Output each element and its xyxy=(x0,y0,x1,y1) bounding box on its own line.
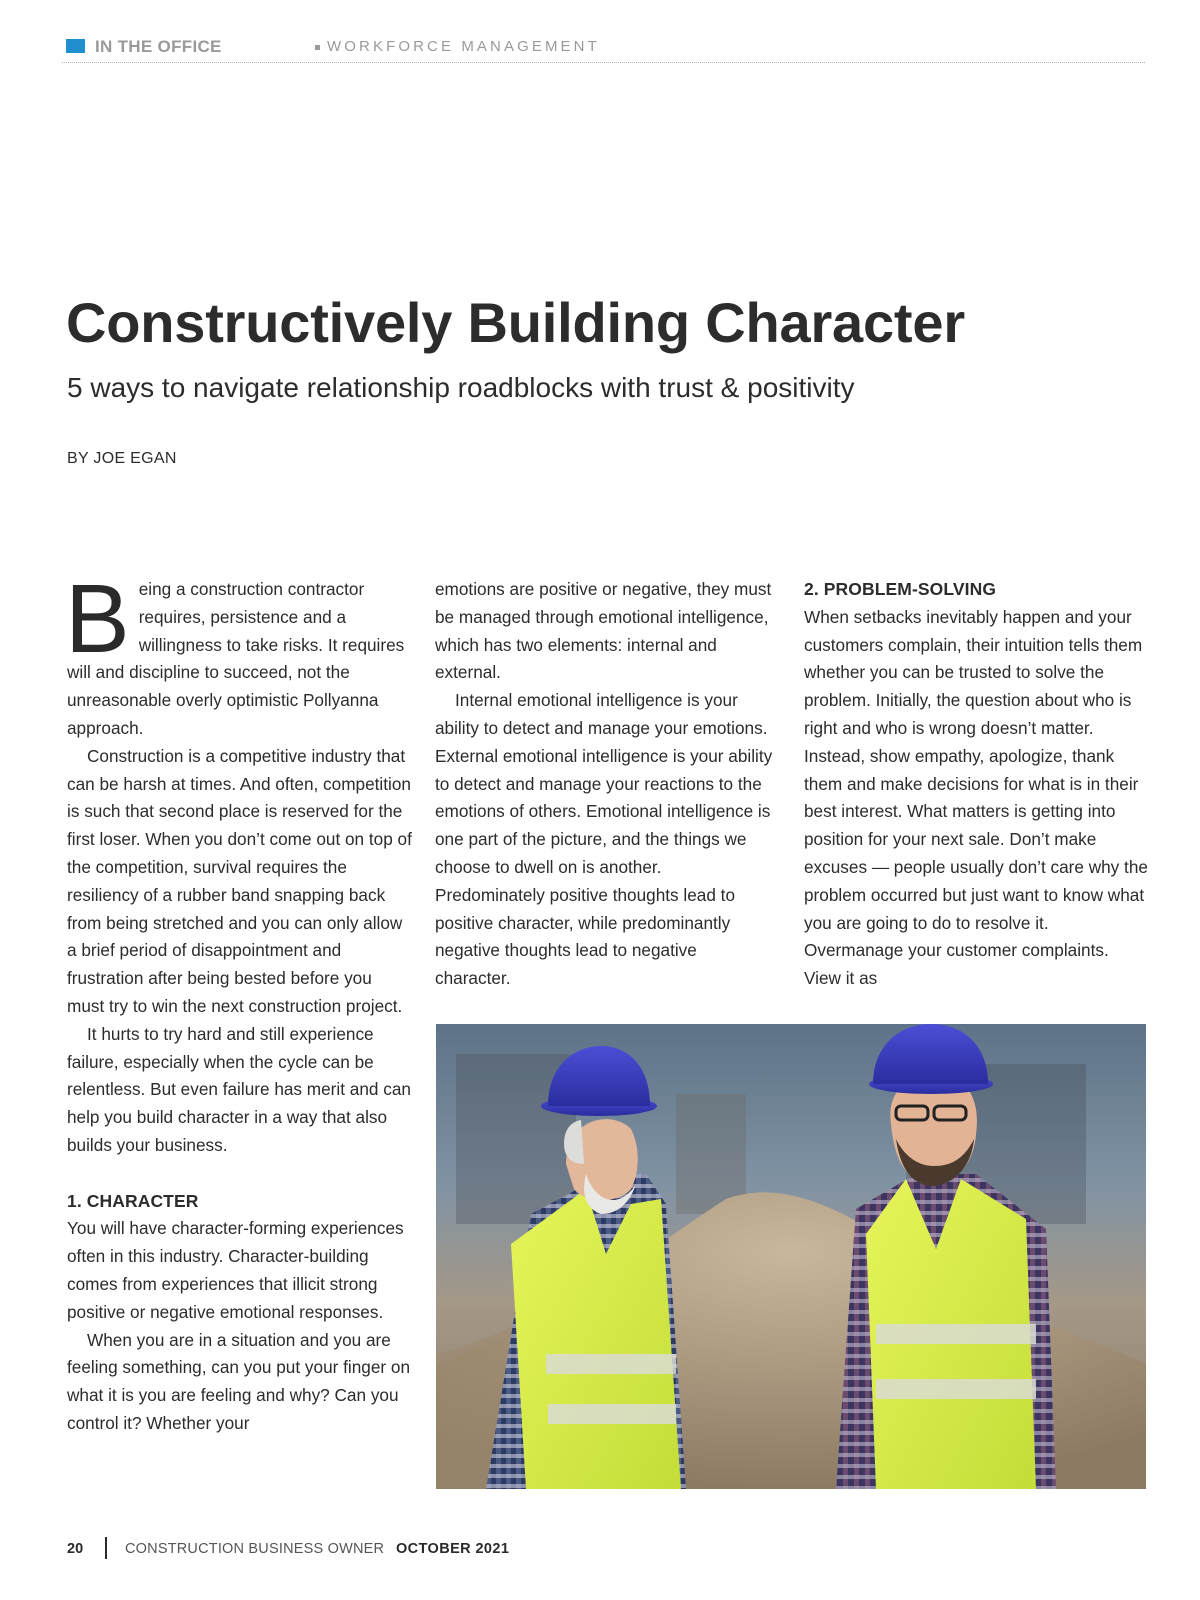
subsection-label: WORKFORCE MANAGEMENT xyxy=(327,38,600,55)
section-heading-character: 1. CHARACTER xyxy=(67,1190,199,1211)
intro-text: eing a construction contractor requires, persistence and a willingness to take risks. It requires will and discipline to succeed, not the unreasonable overly optimistic Pollyanna approach. xyxy=(67,579,405,738)
section-separator xyxy=(315,45,320,50)
publication-name: CONSTRUCTION BUSINESS OWNER xyxy=(125,1541,385,1557)
page-number: 20 xyxy=(67,1541,84,1557)
construction-workers-illustration xyxy=(436,1024,1146,1489)
section-header xyxy=(66,37,1146,63)
article-subtitle: 5 ways to navigate relationship roadblocks with trust & positivity xyxy=(67,372,855,403)
section-color-marker xyxy=(66,39,85,53)
body-paragraph: Internal emotional intelligence is your ability to detect and manage your emotions. External emotional intelligence is your ability to detect and manage your reactions to the emotions of others. Emotional intelligence is one part of the picture, and the things we choose to dwell on is another. Predominately positive thoughts lead to positive character, while predominantly negative thoughts lead to negative character. xyxy=(435,690,773,989)
body-paragraph: It hurts to try hard and still experience failure, especially when the cycle can be relentless. But even failure has merit and can help you build character in a way that also builds your business. xyxy=(67,1023,411,1155)
body-paragraph: When setbacks inevitably happen and your customers complain, their intuition tells them whether you can be trusted to solve the problem. Initially, the question about who is right and who is wrong doesn’t matter. Instead, show empathy, apologize, thank them and make decisions for what is in their best interest. What matters is getting into position for your next sale. Don’t make excuses — people usually don’t care why the problem occurred but just want to know what you are going to do to resolve it. Overmanage your customer complaints. View it as xyxy=(804,606,1148,989)
header-divider xyxy=(62,62,1145,63)
footer-divider xyxy=(105,1537,107,1559)
text-column-3 xyxy=(804,576,1149,993)
section-heading-problem-solving: 2. PROBLEM-SOLVING xyxy=(804,579,997,599)
text-column-2 xyxy=(435,576,775,993)
text-column-1 xyxy=(65,564,412,1438)
article-byline: BY JOE EGAN xyxy=(67,450,177,467)
drop-cap: B xyxy=(65,564,130,673)
body-paragraph: When you are in a situation and you are feeling something, can you put your finger on what it is you are feeling and why? Can you control it? Whether your xyxy=(67,1329,411,1433)
body-paragraph: Construction is a competitive industry that can be harsh at times. And often, competition is such that second place is reserved for the first loser. When you don’t come out on top of the competition, survival requires the resiliency of a rubber band snapping back from being stretched and you can only allow a brief period of disappointment and frustration after being bested before you must try to win the next construction project. xyxy=(67,745,412,1016)
article-photo xyxy=(436,1024,1146,1489)
intro-paragraph xyxy=(65,564,412,743)
body-paragraph: emotions are positive or negative, they must be managed through emotional intelligence, which has two elements: internal and external. xyxy=(435,579,772,683)
body-paragraph: You will have character-forming experiences often in this industry. Character-building comes from experiences that illicit strong positive or negative emotional responses. xyxy=(67,1218,404,1322)
issue-date: OCTOBER 2021 xyxy=(396,1541,510,1557)
section-label: IN THE OFFICE xyxy=(95,37,222,56)
article-title: Constructively Building Character xyxy=(66,291,965,354)
